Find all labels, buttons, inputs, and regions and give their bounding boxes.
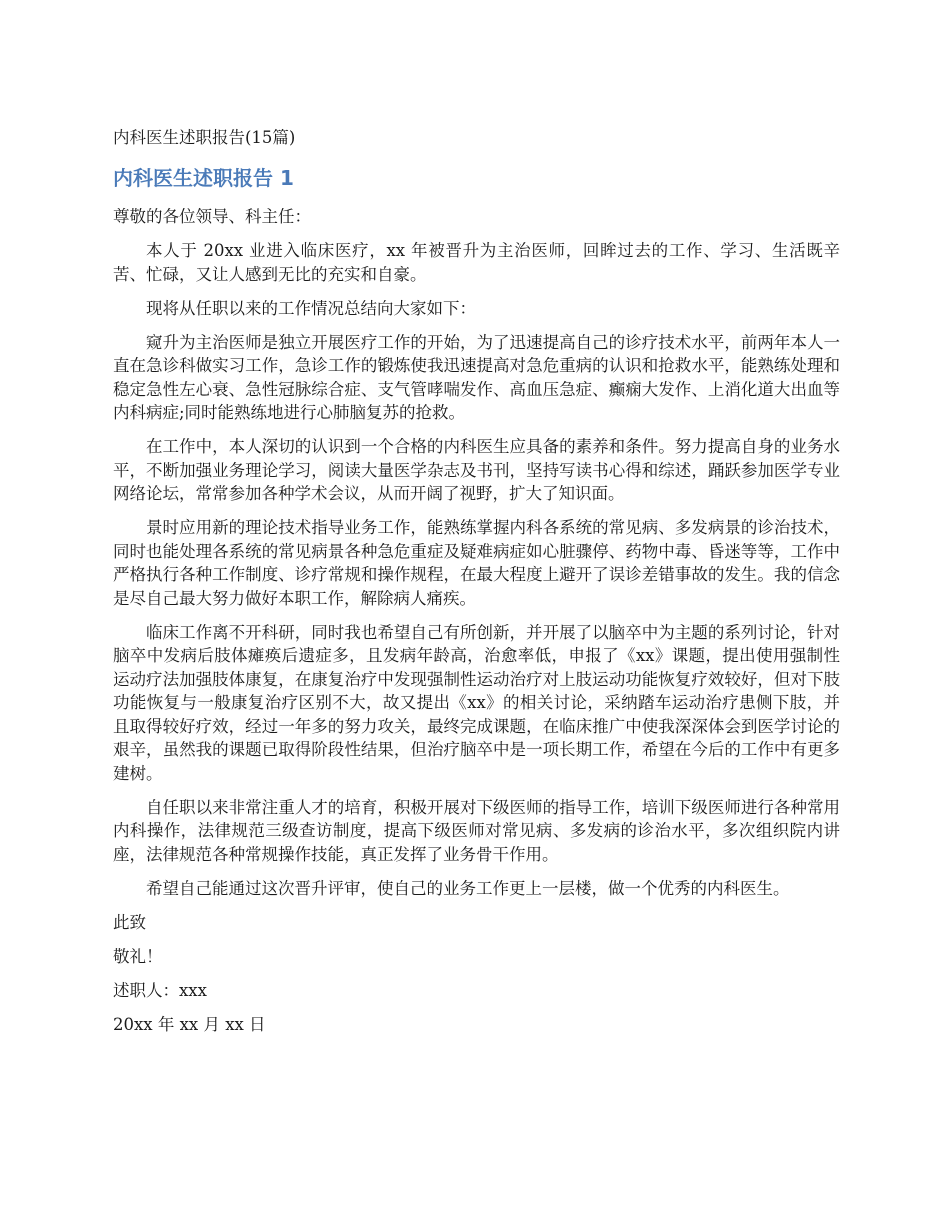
paragraph-1: 本人于 20xx 业进入临床医疗，xx 年被晋升为主治医师，回眸过去的工作、学习、生活既辛苦、忙碌，又让人感到无比的充实和自豪。 xyxy=(113,241,840,284)
paragraph-8: 希望自己能通过这次晋升评审，使自己的业务工作更上一层楼，做一个优秀的内科医生。 xyxy=(146,878,790,898)
document-title: 内科医生述职报告(15篇) xyxy=(113,128,296,147)
section-heading: 内科医生述职报告 1 xyxy=(113,166,294,190)
paragraph-2: 现将从任职以来的工作情况总结向大家如下： xyxy=(146,298,476,318)
salutation: 尊敬的各位领导、科主任： xyxy=(113,207,311,226)
closing-line-2: 敬礼！ xyxy=(113,946,163,966)
paragraph-6: 临床工作离不开科研，同时我也希望自己有所创新，并开展了以脑卒中为主题的系列讨论，针对脑卒中发病后肢体瘫痪后遗症多，且发病年龄高，治愈率低，申报了《xx》课题，提出使用强制性运动疗法加强肢体康复，在康复治疗中发现强制性运动治疗对上肢运动功能恢复疗效较好，但对下肢功能恢复与一般康复治疗区别不大，故又提出《xx》的相关讨论，采纳踏车运动治疗患侧下肢，并且取得较好疗效，经过一年多的努力攻关，最终完成课题，在临床推广中使我深深体会到医学讨论的艰辛，虽然我的课题已取得阶段性结果，但治疗脑卒中是一项长期工作，希望在今后的工作中有更多建树。 xyxy=(113,622,840,783)
signature: 述职人：xxx xyxy=(113,980,207,1000)
closing-line-1: 此致 xyxy=(113,912,146,932)
date: 20xx 年 xx 月 xx 日 xyxy=(113,1014,266,1034)
paragraph-5: 景时应用新的理论技术指导业务工作，能熟练掌握内科各系统的常见病、多发病景的诊治技术，同时也能处理各系统的常见病景各种急危重症及疑难病症如心脏骤停、药物中毒、昏迷等等，工作中严格执行各种工作制度、诊疗常规和操作规程，在最大程度上避开了误诊差错事故的发生。我的信念是尽自己最大努力做好本职工作，解除病人痛疾。 xyxy=(113,518,840,608)
paragraph-3: 窥升为主治医师是独立开展医疗工作的开始，为了迅速提高自己的诊疗技术水平，前两年本人一直在急诊科做实习工作，急诊工作的锻炼使我迅速提高对急危重病的认识和抢救水平，能熟练处理和稳定急性左心衰、急性冠脉综合症、支气管哮喘发作、高血压急症、癫痫大发作、上消化道大出血等内科病症;同时能熟练地进行心肺脑复苏的抢救。 xyxy=(113,332,840,422)
paragraph-4: 在工作中，本人深切的认识到一个合格的内科医生应具备的素养和条件。努力提高自身的业务水平，不断加强业务理论学习，阅读大量医学杂志及书刊，坚持写读书心得和综述，踊跃参加医学专业网络论坛，常常参加各种学术会议，从而开阔了视野，扩大了知识面。 xyxy=(113,437,840,503)
paragraph-7: 自任职以来非常注重人才的培育，积极开展对下级医师的指导工作，培训下级医师进行各种常用内科操作，法律规范三级查访制度，提高下级医师对常见病、多发病的诊治水平，多次组织院内讲座，法律规范各种常规操作技能，真正发挥了业务骨干作用。 xyxy=(113,797,840,864)
document-body xyxy=(113,205,840,1047)
